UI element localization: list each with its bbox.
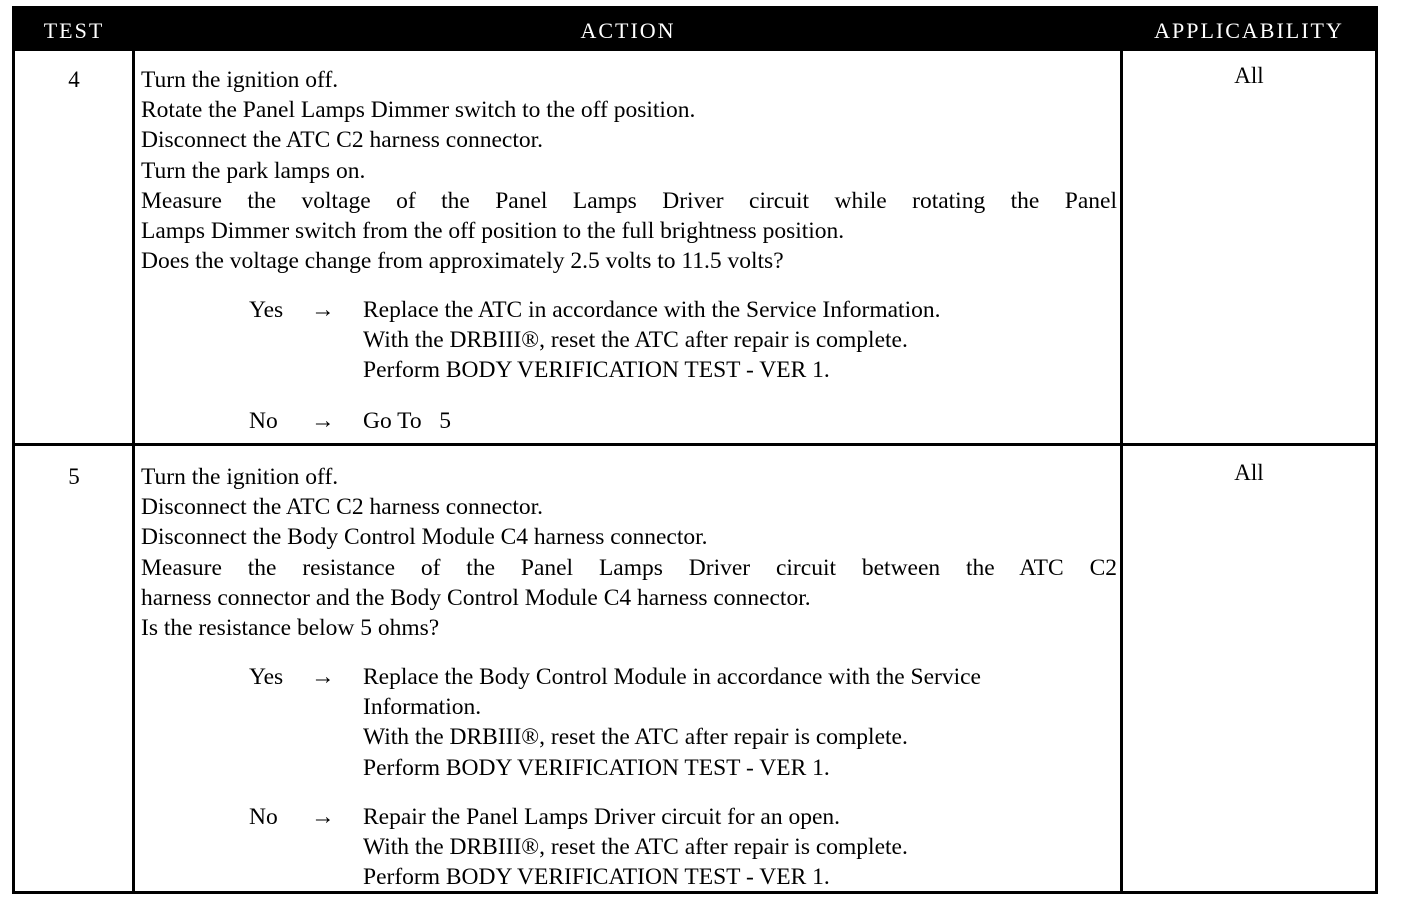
arrow-right-icon: → — [311, 408, 335, 434]
response-line: Perform BODY VERIFICATION TEST - VER 1. — [363, 754, 830, 781]
action-step: Turn the ignition off. — [141, 464, 339, 490]
action-step: Rotate the Panel Lamps Dimmer switch to the off position. — [141, 97, 696, 124]
response-line: Go To 5 — [363, 408, 452, 434]
response-line: Perform BODY VERIFICATION TEST - VER 1. — [363, 357, 830, 384]
action-step: Measure the resistance of the Panel Lamps Driver circuit between the ATC C2 — [141, 554, 1117, 581]
header-applicability: APPLICABILITY — [1154, 18, 1344, 43]
action-step: Measure the voltage of the Panel Lamps Driver circuit while rotating the Panel — [141, 187, 1117, 214]
response-label: No — [249, 408, 278, 434]
header-action: ACTION — [580, 18, 676, 43]
arrow-right-icon: → — [311, 297, 335, 323]
diagnostic-table — [12, 6, 1378, 894]
arrow-right-icon: → — [311, 804, 335, 830]
action-steps — [141, 462, 1117, 643]
action-step: Turn the ignition off. — [141, 67, 339, 93]
action-step: Disconnect the ATC C2 harness connector. — [141, 127, 544, 154]
response-line: Information. — [363, 694, 482, 721]
applicability-value: All — [1234, 63, 1264, 88]
test-number: 4 — [68, 67, 80, 92]
response-line: With the DRBIII®, reset the ATC after repair is complete. — [363, 834, 908, 861]
action-step: Is the resistance below 5 ohms? — [141, 615, 440, 642]
action-step: harness connector and the Body Control Module C4 harness connector. — [141, 584, 811, 611]
response-label: Yes — [249, 297, 284, 323]
test-number: 5 — [68, 464, 80, 489]
table-row — [15, 443, 1375, 894]
response-line: With the DRBIII®, reset the ATC after repair is complete. — [363, 724, 908, 751]
response-label: Yes — [249, 664, 284, 690]
response-line: Replace the Body Control Module in accordance with the Service — [363, 664, 981, 690]
response-label: No — [249, 804, 278, 830]
action-step: Turn the park lamps on. — [141, 157, 366, 184]
action-step: Disconnect the ATC C2 harness connector. — [141, 494, 544, 521]
action-step: Does the voltage change from approximately 2.5 volts to 11.5 volts? — [141, 248, 784, 275]
action-step: Lamps Dimmer switch from the off position to the full brightness position. — [141, 218, 845, 245]
action-step: Disconnect the Body Control Module C4 harness connector. — [141, 524, 708, 551]
table-row — [15, 51, 1375, 441]
table-header — [15, 9, 1375, 51]
response-line: Replace the ATC in accordance with the Service Information. — [363, 297, 941, 323]
header-test: TEST — [43, 18, 105, 43]
response-line: With the DRBIII®, reset the ATC after repair is complete. — [363, 327, 908, 354]
response-line: Perform BODY VERIFICATION TEST - VER 1. — [363, 864, 830, 891]
applicability-value: All — [1234, 460, 1264, 485]
action-steps — [141, 65, 1117, 276]
arrow-right-icon: → — [311, 664, 335, 690]
response-line: Repair the Panel Lamps Driver circuit for an open. — [363, 804, 841, 830]
